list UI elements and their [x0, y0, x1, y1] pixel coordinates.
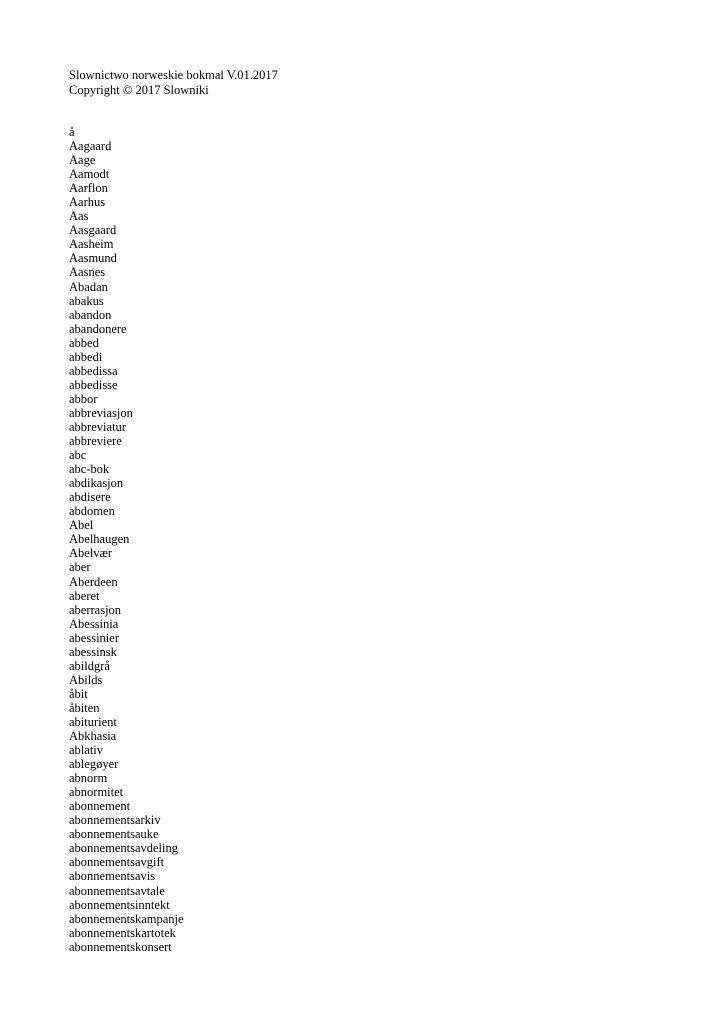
word-entry: abonnementsavis: [69, 869, 156, 884]
word-entry: Aberdeen: [69, 574, 118, 589]
word-entry: Abilds: [69, 672, 103, 687]
word-entry: Abkhasia: [69, 729, 117, 744]
word-entry: abbreviatur: [69, 419, 126, 434]
word-entry: abandon: [69, 307, 112, 322]
word-entry: abbedi: [69, 349, 103, 364]
word-entry: abonnementsavgift: [69, 855, 165, 870]
word-entry: abonnementsauke: [69, 827, 159, 842]
word-entry: abonnementskartotek: [69, 925, 176, 940]
word-entry: aber: [69, 560, 91, 575]
word-entry: abnorm: [69, 771, 108, 786]
word-entry: abakus: [69, 293, 104, 308]
word-entry: abonnement: [69, 799, 131, 814]
word-entry: Abelvær: [69, 546, 113, 561]
word-entry: abonnementsavtale: [69, 883, 165, 898]
word-entry: abbreviere: [69, 434, 122, 449]
word-entry: abc: [69, 448, 87, 463]
document-header: [69, 68, 278, 98]
word-entry: abbedissa: [69, 363, 118, 378]
word-entry: Abelhaugen: [69, 532, 130, 547]
word-entry: abc-bok: [69, 462, 110, 477]
word-entry: abonnementsarkiv: [69, 813, 161, 828]
word-entry: Aasnes: [69, 265, 106, 280]
word-entry: Aasheim: [69, 237, 114, 252]
word-entry: abonnementskonsert: [69, 939, 172, 954]
word-entry: Aas: [69, 209, 89, 224]
word-entry: abonnementskampanje: [69, 911, 184, 926]
word-entry: abessinsk: [69, 644, 117, 659]
word-entry: abandonere: [69, 321, 127, 336]
word-entry: Aasmund: [69, 251, 117, 266]
word-entry: abildgrå: [69, 658, 110, 673]
word-entry: Abel: [69, 518, 94, 533]
word-entry: ablativ: [69, 743, 104, 758]
word-entry: ablegøyer: [69, 757, 119, 772]
word-entry: abonnementsinntekt: [69, 897, 170, 912]
word-entry: Aagaard: [69, 139, 112, 154]
word-entry: Abadan: [69, 279, 108, 294]
word-entry: abbreviasjon: [69, 405, 133, 420]
word-entry: åbiten: [69, 700, 100, 715]
word-entry: Aamodt: [69, 167, 110, 182]
word-entry: åbit: [69, 686, 88, 701]
word-entry: abbedisse: [69, 377, 118, 392]
word-list: [69, 125, 184, 954]
word-entry: Aasgaard: [69, 223, 117, 238]
word-entry: Aarflon: [69, 181, 108, 196]
word-entry: abdisere: [69, 490, 111, 505]
word-entry: Aage: [69, 153, 96, 168]
word-entry: abessinier: [69, 630, 119, 645]
word-entry: abbed: [69, 335, 99, 350]
word-entry: abiturient: [69, 714, 117, 729]
word-entry: aberet: [69, 588, 100, 603]
word-entry: abbor: [69, 391, 98, 406]
word-entry: abonnementsavdeling: [69, 841, 178, 856]
word-entry: aberrasjon: [69, 602, 122, 617]
word-entry: å: [69, 125, 75, 139]
word-entry: abdikasjon: [69, 476, 124, 491]
word-entry: Aarhus: [69, 195, 106, 210]
word-entry: abdomen: [69, 504, 115, 519]
word-entry: abnormitet: [69, 785, 124, 800]
copyright-line: Copyright © 2017 Slowniki: [69, 83, 209, 97]
word-entry: Abessinia: [69, 616, 119, 631]
document-title: Slownictwo norweskie bokmal V.01.2017: [69, 68, 278, 82]
